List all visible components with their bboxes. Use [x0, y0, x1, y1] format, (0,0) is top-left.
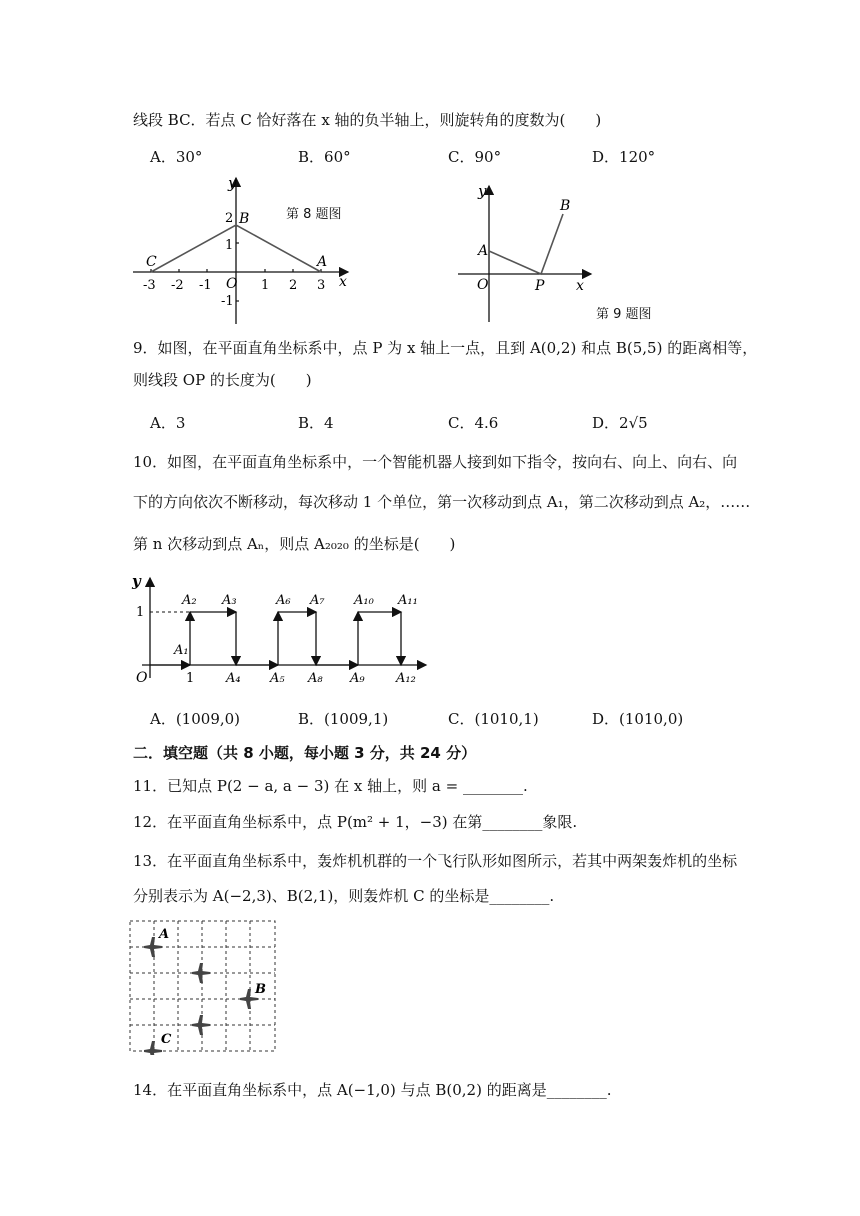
q13-plane-a-label: A — [159, 927, 170, 942]
q8-tick: 3 — [317, 278, 326, 293]
q10-label-a3: A₃ — [222, 593, 237, 608]
q9-option-c: C．4.6 — [448, 414, 499, 432]
q13-plane-c-label: C — [161, 1032, 172, 1047]
q11-text: 11．已知点 P(2 − a, a − 3) 在 x 轴上，则 a = ________. — [133, 777, 528, 795]
q9-option-b: B．4 — [298, 414, 334, 432]
q10-option-b: B．(1009,1) — [298, 710, 389, 728]
q10-label-a1: A₁ — [174, 643, 189, 658]
q8-figure — [128, 172, 358, 327]
q8-continuation: 线段 BC．若点 C 恰好落在 x 轴的负半轴上，则旋转角的度数为( ) — [133, 111, 602, 129]
q10-line-1: 10．如图，在平面直角坐标系中，一个智能机器人接到如下指令，按向右、向上、向右、向 — [133, 453, 738, 471]
q9-option-a: A．3 — [150, 414, 186, 432]
q10-label-a4: A₄ — [226, 671, 241, 686]
q10-option-a: A．(1009,0) — [150, 710, 241, 728]
q10-label-a10: A₁₀ — [354, 593, 374, 608]
q9-line-2: 则线段 OP 的长度为( ) — [133, 371, 312, 389]
plane-icon — [192, 963, 210, 983]
q12-text: 12．在平面直角坐标系中，点 P(m² + 1，−3) 在第________象限. — [133, 813, 578, 831]
q13-plane-b-label: B — [255, 982, 266, 997]
q14-text: 14．在平面直角坐标系中，点 A(−1,0) 与点 B(0,2) 的距离是________. — [133, 1081, 612, 1099]
q13-figure — [129, 919, 279, 1055]
q9-point-b: B — [560, 198, 571, 214]
q8-origin: O — [226, 276, 238, 292]
q10-label-a7: A₇ — [310, 593, 325, 608]
q8-point-a: A — [317, 254, 328, 270]
q8-options — [150, 146, 750, 166]
q8-tick: -2 — [171, 278, 184, 293]
q9-segments — [489, 214, 563, 274]
section-heading-fill-in: 二．填空题（共 8 小题，每小题 3 分，共 24 分） — [133, 744, 477, 762]
q10-y-label: y — [132, 572, 141, 590]
q10-option-c: C．(1010,1) — [448, 710, 539, 728]
q8-x-label: x — [339, 274, 347, 290]
q8-option-d: D．120° — [592, 148, 656, 166]
q8-point-b: B — [239, 211, 250, 227]
q8-y-label: y — [228, 174, 237, 192]
q8-tick: 2 — [225, 211, 234, 226]
q8-tick: 2 — [289, 278, 298, 293]
q10-label-a9: A₉ — [350, 671, 365, 686]
q9-point-p: P — [535, 278, 545, 294]
q8-option-c: C．90° — [448, 148, 502, 166]
q13-line-1: 13．在平面直角坐标系中，轰炸机机群的一个飞行队形如图所示，若其中两架轰炸机的坐标 — [133, 852, 738, 870]
q8-tick: -3 — [143, 278, 156, 293]
q9-line-1: 9．如图，在平面直角坐标系中，点 P 为 x 轴上一点，且到 A(0,2) 和点 B(5,5) 的距离相等， — [133, 339, 758, 357]
q8-option-b: B．60° — [298, 148, 351, 166]
q10-y-tick: 1 — [136, 605, 145, 620]
q10-label-a12: A₁₂ — [396, 671, 416, 686]
q8-point-c: C — [146, 254, 157, 270]
q10-line-3: 第 n 次移动到点 Aₙ，则点 A₂₀₂₀ 的坐标是( ) — [133, 535, 456, 553]
q9-y-label: y — [478, 182, 487, 200]
q10-origin: O — [136, 670, 148, 686]
q10-label-a2: A₂ — [182, 593, 197, 608]
q8-tick: -1 — [199, 278, 212, 293]
q8-tick: -1 — [221, 294, 234, 309]
q8-option-a: A．30° — [150, 148, 203, 166]
q9-option-d: D．2√5 — [592, 414, 648, 432]
q9-figure-caption: 第 9 题图 — [596, 307, 652, 322]
q10-x-tick: 1 — [186, 671, 195, 686]
plane-icon — [144, 1041, 162, 1055]
q10-option-d: D．(1010,0) — [592, 710, 684, 728]
q10-options — [150, 708, 750, 728]
q8-tick: 1 — [261, 278, 270, 293]
q10-label-a8: A₈ — [308, 671, 323, 686]
q9-origin: O — [477, 277, 489, 293]
q8-figure-caption: 第 8 题图 — [286, 207, 342, 222]
plane-icon — [192, 1015, 210, 1035]
q8-tick: 1 — [225, 238, 234, 253]
q9-figure — [456, 180, 596, 325]
q10-line-2: 下的方向依次不断移动，每次移动 1 个单位，第一次移动到点 A₁，第二次移动到点 A₂，…… — [133, 493, 751, 511]
q10-label-a5: A₅ — [270, 671, 285, 686]
q10-label-a6: A₆ — [276, 593, 291, 608]
q13-line-2: 分别表示为 A(−2,3)、B(2,1)，则轰炸机 C 的坐标是________. — [133, 887, 555, 905]
q9-point-a: A — [478, 243, 489, 259]
q9-x-label: x — [576, 278, 584, 294]
q10-label-a11: A₁₁ — [398, 593, 418, 608]
q10-figure — [128, 570, 438, 692]
q9-options — [150, 412, 750, 432]
